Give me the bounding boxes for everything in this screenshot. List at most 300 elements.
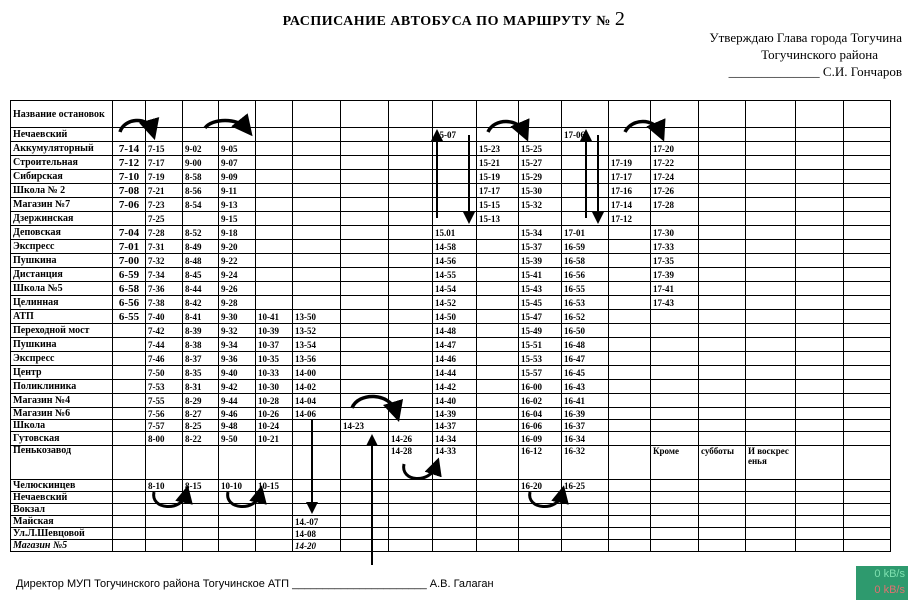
time-cell	[844, 352, 891, 366]
time-cell	[389, 282, 433, 296]
time-cell	[293, 226, 341, 240]
time-cell	[562, 212, 609, 226]
time-cell	[844, 420, 891, 432]
time-cell: 10-37	[256, 338, 293, 352]
time-cell	[699, 268, 746, 282]
time-cell	[389, 480, 433, 492]
time-cell	[746, 226, 796, 240]
time-cell: 8-42	[183, 296, 219, 310]
time-cell	[113, 480, 146, 492]
time-cell	[796, 540, 844, 552]
time-cell	[796, 480, 844, 492]
time-cell	[433, 528, 477, 540]
approval-line-3: ______________ С.И. Гончаров	[728, 64, 902, 79]
time-cell	[746, 128, 796, 142]
time-cell: 9-05	[219, 142, 256, 156]
time-cell: 14-33	[433, 446, 477, 480]
stop-name: Аккумуляторный	[11, 142, 113, 156]
schedule-row	[11, 338, 891, 352]
time-cell	[746, 324, 796, 338]
time-cell	[341, 268, 389, 282]
time-cell	[796, 240, 844, 254]
time-cell: 9-42	[219, 380, 256, 394]
time-cell	[341, 366, 389, 380]
time-cell	[699, 338, 746, 352]
stop-name: Вокзал	[11, 504, 113, 516]
time-cell: 14-58	[433, 240, 477, 254]
time-cell	[389, 142, 433, 156]
time-cell: 8-10	[146, 480, 183, 492]
time-cell: 15-29	[519, 170, 562, 184]
time-cell: 15-47	[519, 310, 562, 324]
time-cell: 7-31	[146, 240, 183, 254]
time-cell: 16-00	[519, 380, 562, 394]
time-cell	[477, 310, 519, 324]
schedule-row	[11, 240, 891, 254]
time-cell: 7-15	[146, 142, 183, 156]
time-cell: 17-30	[651, 226, 699, 240]
time-cell	[389, 170, 433, 184]
time-cell	[389, 408, 433, 420]
time-cell	[796, 366, 844, 380]
time-cell	[562, 540, 609, 552]
time-cell	[389, 226, 433, 240]
stop-name: Сибирская	[11, 170, 113, 184]
time-cell	[341, 198, 389, 212]
time-cell: 16-48	[562, 338, 609, 352]
time-cell: 9-20	[219, 240, 256, 254]
time-cell	[113, 492, 146, 504]
time-cell	[746, 338, 796, 352]
time-cell	[477, 366, 519, 380]
time-cell: 9-02	[183, 142, 219, 156]
time-cell: 9-24	[219, 268, 256, 282]
time-cell	[146, 128, 183, 142]
time-cell	[293, 198, 341, 212]
time-cell: 16-39	[562, 408, 609, 420]
header-cell	[219, 101, 256, 128]
time-cell	[699, 394, 746, 408]
header-cell	[477, 101, 519, 128]
time-cell: 16-56	[562, 268, 609, 282]
time-cell	[341, 282, 389, 296]
time-cell	[341, 156, 389, 170]
time-cell	[699, 540, 746, 552]
time-cell: 17-39	[651, 268, 699, 282]
time-cell: 7-57	[146, 420, 183, 432]
time-cell: 14-08	[293, 528, 341, 540]
time-cell: 16-53	[562, 296, 609, 310]
time-cell: 9-11	[219, 184, 256, 198]
stop-name: Целинная	[11, 296, 113, 310]
time-cell	[389, 156, 433, 170]
time-cell	[293, 240, 341, 254]
time-cell: 14-34	[433, 432, 477, 446]
time-cell	[113, 420, 146, 432]
time-cell: 16-52	[562, 310, 609, 324]
time-cell: 16-04	[519, 408, 562, 420]
time-cell	[796, 408, 844, 420]
time-cell	[146, 446, 183, 480]
route-number: 2	[614, 8, 626, 30]
time-cell	[844, 268, 891, 282]
time-cell: 15-57	[519, 366, 562, 380]
header-cell	[293, 101, 341, 128]
time-cell	[341, 516, 389, 528]
time-cell	[256, 446, 293, 480]
time-cell: 9-44	[219, 394, 256, 408]
time-cell: 7-55	[146, 394, 183, 408]
time-cell	[746, 310, 796, 324]
time-cell	[293, 296, 341, 310]
time-cell	[844, 324, 891, 338]
time-cell: 16-34	[562, 432, 609, 446]
header-cell	[699, 101, 746, 128]
time-cell	[609, 394, 651, 408]
time-cell	[256, 240, 293, 254]
schedule-row	[11, 516, 891, 528]
time-cell	[113, 540, 146, 552]
time-cell	[651, 492, 699, 504]
schedule-row	[11, 394, 891, 408]
time-cell	[699, 184, 746, 198]
time-cell	[609, 380, 651, 394]
time-cell	[844, 394, 891, 408]
time-cell: 15-13	[477, 212, 519, 226]
schedule-row	[11, 268, 891, 282]
time-cell	[651, 432, 699, 446]
schedule-row	[11, 170, 891, 184]
time-cell: 17-06	[562, 128, 609, 142]
time-cell: 16-55	[562, 282, 609, 296]
time-cell: 8-29	[183, 394, 219, 408]
time-cell: 16-25	[562, 480, 609, 492]
time-cell	[746, 352, 796, 366]
time-cell: 9-46	[219, 408, 256, 420]
time-cell	[389, 380, 433, 394]
time-cell: 15-37	[519, 240, 562, 254]
time-cell	[699, 324, 746, 338]
time-cell	[609, 282, 651, 296]
time-cell	[113, 432, 146, 446]
time-cell	[844, 128, 891, 142]
time-cell	[477, 352, 519, 366]
time-cell	[746, 492, 796, 504]
time-cell	[651, 380, 699, 394]
schedule-row	[11, 408, 891, 420]
header-cell	[433, 101, 477, 128]
time-cell	[293, 282, 341, 296]
schedule-row	[11, 492, 891, 504]
time-cell	[699, 516, 746, 528]
time-cell: 7-34	[146, 268, 183, 282]
time-cell: 14-06	[293, 408, 341, 420]
time-cell: 15-30	[519, 184, 562, 198]
time-cell	[256, 156, 293, 170]
time-cell	[256, 516, 293, 528]
stop-name: Пушкина	[11, 338, 113, 352]
time-cell	[844, 480, 891, 492]
time-cell	[519, 540, 562, 552]
approval-line-2: Тогучинского района	[761, 47, 878, 62]
time-cell	[256, 226, 293, 240]
time-cell	[699, 240, 746, 254]
time-cell	[746, 156, 796, 170]
time-cell	[699, 226, 746, 240]
time-cell: 7-08	[113, 184, 146, 198]
time-cell	[256, 528, 293, 540]
time-cell	[609, 516, 651, 528]
header-cell	[844, 101, 891, 128]
stop-name: Магазин №7	[11, 198, 113, 212]
time-cell: 15-32	[519, 198, 562, 212]
time-cell	[796, 268, 844, 282]
header-cell	[113, 101, 146, 128]
time-cell	[796, 296, 844, 310]
time-cell	[796, 504, 844, 516]
time-cell: 9-00	[183, 156, 219, 170]
time-cell	[113, 352, 146, 366]
time-cell	[341, 352, 389, 366]
time-cell	[219, 540, 256, 552]
time-cell: 8-56	[183, 184, 219, 198]
header-cell	[651, 101, 699, 128]
time-cell	[796, 282, 844, 296]
time-cell: 17-20	[651, 142, 699, 156]
time-cell	[341, 504, 389, 516]
stop-name: Школа № 2	[11, 184, 113, 198]
time-cell	[477, 338, 519, 352]
time-cell	[609, 268, 651, 282]
time-cell	[341, 446, 389, 480]
stop-name: Центр	[11, 366, 113, 380]
time-cell	[519, 212, 562, 226]
time-cell	[844, 446, 891, 480]
time-cell	[341, 128, 389, 142]
time-cell: 16-20	[519, 480, 562, 492]
time-cell	[699, 254, 746, 268]
time-cell: 17-26	[651, 184, 699, 198]
time-cell	[183, 128, 219, 142]
time-cell	[341, 492, 389, 504]
time-cell	[341, 394, 389, 408]
header-cell	[341, 101, 389, 128]
time-cell	[389, 254, 433, 268]
time-cell: 14-52	[433, 296, 477, 310]
time-cell	[113, 212, 146, 226]
time-cell	[256, 492, 293, 504]
time-cell: 15-19	[477, 170, 519, 184]
time-cell: 10-26	[256, 408, 293, 420]
time-cell: 7-17	[146, 156, 183, 170]
time-cell	[562, 198, 609, 212]
time-cell	[433, 540, 477, 552]
time-cell	[796, 170, 844, 184]
time-cell: 15-21	[477, 156, 519, 170]
time-cell	[746, 170, 796, 184]
time-cell	[477, 432, 519, 446]
time-cell: 13-56	[293, 352, 341, 366]
time-cell: 15-49	[519, 324, 562, 338]
time-cell: 6-59	[113, 268, 146, 282]
time-cell: 16-02	[519, 394, 562, 408]
time-cell: 7-44	[146, 338, 183, 352]
time-cell	[796, 198, 844, 212]
time-cell: 7-50	[146, 366, 183, 380]
schedule-row	[11, 420, 891, 432]
network-speed-widget	[856, 566, 908, 600]
time-cell: 16-58	[562, 254, 609, 268]
time-cell	[746, 432, 796, 446]
header-cell	[256, 101, 293, 128]
time-cell: 7-36	[146, 282, 183, 296]
time-cell	[256, 540, 293, 552]
time-cell	[389, 366, 433, 380]
time-cell	[651, 516, 699, 528]
time-cell: 9-13	[219, 198, 256, 212]
time-cell: 9-30	[219, 310, 256, 324]
time-cell: 17-16	[609, 184, 651, 198]
time-cell	[699, 366, 746, 380]
time-cell: 14-26	[389, 432, 433, 446]
time-cell: 7-21	[146, 184, 183, 198]
time-cell	[219, 504, 256, 516]
time-cell	[651, 338, 699, 352]
time-cell	[433, 198, 477, 212]
time-cell: 7-00	[113, 254, 146, 268]
time-cell: 7-38	[146, 296, 183, 310]
time-cell	[746, 212, 796, 226]
time-cell: 9-48	[219, 420, 256, 432]
time-cell	[341, 142, 389, 156]
time-cell	[609, 420, 651, 432]
time-cell	[113, 516, 146, 528]
time-cell	[796, 226, 844, 240]
time-cell	[113, 408, 146, 420]
time-cell: 17-17	[609, 170, 651, 184]
time-cell	[389, 540, 433, 552]
time-cell	[477, 480, 519, 492]
time-cell	[146, 540, 183, 552]
time-cell	[256, 142, 293, 156]
time-cell: 7-32	[146, 254, 183, 268]
time-cell	[183, 492, 219, 504]
time-cell: 8-52	[183, 226, 219, 240]
time-cell	[389, 492, 433, 504]
time-cell: 9-50	[219, 432, 256, 446]
time-cell: 14-20	[293, 540, 341, 552]
time-cell	[609, 504, 651, 516]
time-cell	[519, 528, 562, 540]
time-cell	[113, 504, 146, 516]
time-cell	[341, 212, 389, 226]
time-cell: 7-42	[146, 324, 183, 338]
schedule-row	[11, 226, 891, 240]
time-cell	[746, 480, 796, 492]
time-cell	[844, 516, 891, 528]
stop-name: Нечаевский	[11, 128, 113, 142]
time-cell	[844, 184, 891, 198]
time-cell	[341, 296, 389, 310]
time-cell: 14-54	[433, 282, 477, 296]
time-cell	[609, 296, 651, 310]
schedule-row	[11, 142, 891, 156]
stop-name: Переходной мост	[11, 324, 113, 338]
time-cell: 8-38	[183, 338, 219, 352]
time-cell	[341, 338, 389, 352]
time-cell	[146, 516, 183, 528]
time-cell	[651, 480, 699, 492]
time-cell	[341, 184, 389, 198]
time-cell	[609, 128, 651, 142]
time-cell	[562, 156, 609, 170]
time-cell	[609, 226, 651, 240]
time-cell	[341, 170, 389, 184]
time-cell	[746, 296, 796, 310]
schedule-row	[11, 310, 891, 324]
time-cell: 8-25	[183, 420, 219, 432]
time-cell: 14-02	[293, 380, 341, 394]
schedule-row	[11, 446, 891, 480]
time-cell	[746, 540, 796, 552]
time-cell	[341, 432, 389, 446]
time-cell	[746, 254, 796, 268]
time-cell: 15-43	[519, 282, 562, 296]
schedule-row	[11, 352, 891, 366]
time-cell	[651, 366, 699, 380]
time-cell	[389, 352, 433, 366]
time-cell	[477, 226, 519, 240]
time-cell	[746, 240, 796, 254]
time-cell	[746, 420, 796, 432]
time-cell: 15-07	[433, 128, 477, 142]
time-cell: 14-48	[433, 324, 477, 338]
time-cell	[477, 296, 519, 310]
time-cell	[389, 212, 433, 226]
time-cell	[651, 212, 699, 226]
stop-name: Деповская	[11, 226, 113, 240]
time-cell	[844, 408, 891, 420]
time-cell	[341, 540, 389, 552]
time-cell	[609, 254, 651, 268]
stop-name: Пушкина	[11, 254, 113, 268]
time-cell	[844, 156, 891, 170]
time-cell: 7-56	[146, 408, 183, 420]
time-cell	[699, 142, 746, 156]
time-cell: 14-39	[433, 408, 477, 420]
time-cell	[796, 324, 844, 338]
time-cell: 9-28	[219, 296, 256, 310]
time-cell: 17-35	[651, 254, 699, 268]
schedule-row	[11, 128, 891, 142]
time-cell: 14-47	[433, 338, 477, 352]
time-cell: 9-36	[219, 352, 256, 366]
time-cell: 17-17	[477, 184, 519, 198]
time-cell	[256, 212, 293, 226]
time-cell	[844, 198, 891, 212]
time-cell	[477, 528, 519, 540]
header-cell	[562, 101, 609, 128]
time-cell: 7-06	[113, 198, 146, 212]
time-cell	[796, 516, 844, 528]
time-cell	[389, 528, 433, 540]
time-cell	[609, 352, 651, 366]
time-cell	[844, 142, 891, 156]
time-cell	[519, 516, 562, 528]
time-cell	[341, 310, 389, 324]
time-cell	[341, 324, 389, 338]
time-cell: 10-30	[256, 380, 293, 394]
